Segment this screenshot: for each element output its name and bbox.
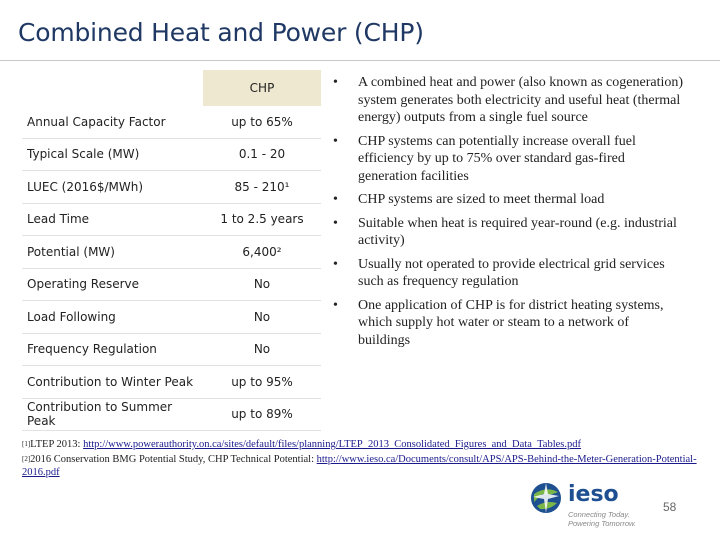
bullet-text: A combined heat and power (also known as cogeneration) system generates both electricity and useful heat (thermal energy) outputs from a single fuel source	[358, 75, 684, 125]
bullet-text: One application of CHP is for district heating systems, which supply hot water or steam to a network of buildings	[358, 297, 664, 348]
row-label: Contribution to Winter Peak	[22, 366, 203, 399]
row-value: No	[203, 333, 321, 366]
page-number: 58	[663, 500, 677, 514]
footnote-link[interactable]: http://www.powerauthority.on.ca/sites/default/files/planning/LTEP_2013_Consolidated_Figures_and_Data_Tables.pdf	[83, 439, 582, 450]
bullet-dot-icon: •	[333, 297, 338, 313]
page-title: Combined Heat and Power (CHP)	[18, 18, 424, 47]
bullet-dot-icon: •	[333, 75, 338, 90]
ieso-logo	[528, 478, 638, 528]
row-label: Lead Time	[22, 203, 203, 236]
list-item	[333, 215, 683, 250]
list-item	[333, 256, 683, 291]
list-item	[333, 297, 683, 350]
row-label: Typical Scale (MW)	[22, 138, 203, 171]
row-value: No	[203, 301, 321, 334]
footnote-1	[22, 438, 712, 451]
row-value: up to 89%	[203, 398, 321, 431]
bullet-text: Suitable when heat is required year-round (e.g. industrial activity)	[358, 215, 677, 248]
table-row	[22, 268, 321, 301]
table-row	[22, 138, 321, 171]
row-label: Operating Reserve	[22, 268, 203, 301]
bullet-dot-icon: •	[333, 215, 338, 231]
row-value: No	[203, 268, 321, 301]
row-label: LUEC (2016$/MWh)	[22, 171, 203, 204]
footnote-text: 2016 Conservation BMG Potential Study, CHP Technical Potential:	[30, 454, 317, 465]
row-label: Contribution to Summer Peak	[22, 398, 203, 431]
list-item	[333, 133, 683, 186]
table-row	[22, 301, 321, 334]
logo-tagline: Connecting Today. Powering Tomorrow.	[568, 510, 637, 528]
row-label: Annual Capacity Factor	[22, 106, 203, 138]
table-row	[22, 333, 321, 366]
footnote-marker: [2]	[22, 455, 31, 463]
bullet-dot-icon: •	[333, 256, 338, 272]
table-row	[22, 366, 321, 399]
row-value: 0.1 - 20	[203, 138, 321, 171]
table-row	[22, 106, 321, 138]
footnote-2	[22, 453, 712, 479]
row-label: Potential (MW)	[22, 236, 203, 269]
bullet-dot-icon: •	[333, 133, 338, 149]
row-value: 6,400²	[203, 236, 321, 269]
table-row	[22, 236, 321, 269]
table-row	[22, 203, 321, 236]
table-corner-cell	[22, 70, 203, 106]
table-header-row	[22, 70, 321, 106]
row-label: Load Following	[22, 301, 203, 334]
list-item	[333, 191, 683, 209]
table-row	[22, 171, 321, 204]
footnote-link[interactable]: http://www.ieso.ca/Documents/consult/APS/APS-Behind-the-Meter-Generation-Potential-2016.pdf	[22, 454, 697, 478]
logo-wordmark: ieso	[568, 482, 619, 507]
footnote-marker: [1]	[22, 440, 31, 448]
column-header-chp: CHP	[203, 70, 321, 106]
chp-table	[22, 70, 321, 431]
bullet-list	[333, 74, 683, 355]
title-divider	[0, 60, 720, 61]
bullet-text: CHP systems can potentially increase overall fuel efficiency by up to 75% over standard gas-fired generation facilities	[358, 133, 636, 184]
row-value: 1 to 2.5 years	[203, 203, 321, 236]
footnote-text: LTEP 2013:	[30, 439, 84, 450]
row-label: Frequency Regulation	[22, 333, 203, 366]
row-value: up to 65%	[203, 106, 321, 138]
bullet-text: CHP systems are sized to meet thermal load	[358, 192, 605, 207]
bullet-dot-icon: •	[333, 192, 338, 207]
row-value: 85 - 210¹	[203, 171, 321, 204]
globe-icon	[528, 480, 564, 516]
row-value: up to 95%	[203, 366, 321, 399]
list-item	[333, 74, 683, 127]
bullet-text: Usually not operated to provide electrical grid services such as frequency regulation	[358, 256, 665, 289]
table-row	[22, 398, 321, 431]
